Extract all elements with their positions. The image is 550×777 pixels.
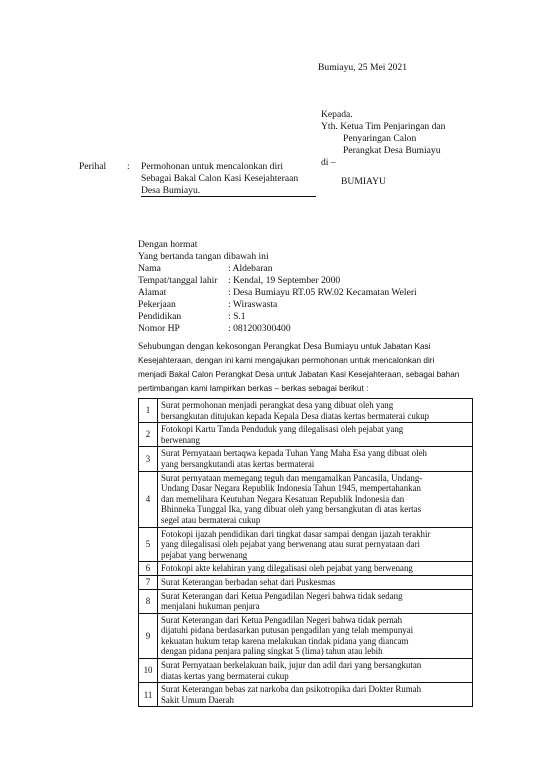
subject-label: Perihal (79, 161, 107, 172)
identity-row-address (138, 287, 478, 299)
identity-label: Tempat/tanggal lahir (138, 275, 218, 286)
body-lead-rest: untuk Jabatan Kasi (358, 342, 431, 351)
body-line: pertimbangan kami lampirkan berkas – berkas sebagai berikut : (138, 384, 369, 393)
row-description (158, 613, 473, 658)
requirements-table-body (139, 399, 473, 707)
table-row (139, 575, 473, 589)
subject-text (141, 161, 298, 197)
identity-value: : Wiraswasta (228, 299, 278, 310)
recipient-line: di – (321, 157, 336, 168)
identity-row-name (138, 263, 478, 275)
body-line (138, 340, 470, 354)
description-line: Fotokopi ijazah pendidikan dari tingkat dasar sampai dengan ijazah terakhir (161, 528, 431, 539)
description-line: Surat Keterangan bebas zat narkoba dan psikotropika dari Dokter Rumah (161, 684, 422, 695)
identity-label: Nama (138, 263, 161, 274)
identity-label: Pendidikan (138, 311, 182, 322)
row-number: 10 (139, 659, 158, 683)
body-line: menjadi Bakal Calon Perangkat Desa untuk Jabatan Kasi Kesejahteraan, sebagai bahan (138, 370, 460, 379)
letter-date: Bumiayu, 25 Mei 2021 (318, 62, 408, 73)
identity-row-occupation (138, 299, 478, 311)
identity-value: : 081200300400 (228, 323, 291, 334)
description-line: berwenang (161, 434, 200, 445)
requirements-table (138, 398, 473, 707)
description-line: Surat Keterangan dari Ketua Pengadilan Negeri bahwa tidak pernah (161, 614, 403, 625)
table-row (139, 399, 473, 423)
row-description (158, 423, 473, 447)
row-description (158, 527, 473, 562)
subject-underline (141, 196, 316, 197)
description-line: Surat permohonan menjadi perangkat desa yang dibuat oleh yang (161, 400, 394, 410)
subject-line: Desa Bumiayu. (141, 185, 201, 196)
description-line: menjalani hukuman penjara (161, 601, 260, 612)
description-line: bersangkutan ditujukan kepada Kepala Desa diatas kertas bermaterai cukup (161, 410, 430, 421)
table-row (139, 471, 473, 527)
identity-value: : Aldebaran (228, 263, 273, 274)
salutation: Dengan hormat (138, 239, 198, 250)
row-description (158, 399, 473, 423)
identity-label: Pekerjaan (138, 299, 176, 310)
description-line: segel atau bermaterai cukup (161, 514, 261, 525)
row-number: 5 (139, 527, 158, 562)
identity-label: Nomor HP (138, 323, 180, 334)
row-number: 3 (139, 447, 158, 471)
table-row (139, 447, 473, 471)
identity-value: : S.1 (228, 311, 246, 322)
description-line: Surat pernyataan memegang teguh dan mengamalkan Pancasila, Undang- (161, 472, 423, 483)
recipient-line: Yth. Ketua Tim Penjaringan dan (321, 121, 446, 132)
row-number: 6 (139, 562, 158, 576)
row-description (158, 589, 473, 613)
table-row (139, 589, 473, 613)
row-number: 7 (139, 575, 158, 589)
greeting (138, 239, 269, 263)
row-description (158, 659, 473, 683)
identity-label: Alamat (138, 287, 167, 298)
description-line: diatas kertas yang bermaterai cukup (161, 670, 289, 681)
table-row (139, 613, 473, 658)
table-row (139, 683, 473, 707)
identity-value: : Kendal, 19 September 2000 (228, 275, 341, 286)
description-line: yang dilegalisasi oleh pejabat yang berwenang atau surat pernyataan dari (161, 539, 420, 550)
recipient-address (321, 109, 445, 169)
identity-value: : Desa Bumiayu RT.05 RW.02 Kecamatan Weleri (228, 287, 417, 298)
body-line: Kesejahteraan, dengan ini kami mengajukan permohonan untuk mencalonkan diri (138, 356, 435, 365)
description-line: Fotokopi Kartu Tanda Penduduk yang dilegalisasi oleh pejabat yang (161, 424, 404, 435)
body-lead: Sehubungan dengan kekosongan Perangkat Desa Bumiayu (138, 342, 359, 352)
row-description (158, 471, 473, 527)
description-line: kekuatan hukum tetap karena melakukan tindak pidana yang diancam (161, 635, 409, 646)
description-line: Surat Keterangan dari Ketua Pengadilan Negeri bahwa tidak sedang (161, 590, 403, 601)
description-line: dijatuhi pidana berdasarkan putusan pengadilan yang telah mempunyai (161, 625, 414, 636)
subject-colon: : (127, 161, 130, 172)
description-line: Surat Pernyataan bertaqwa kepada Tuhan Yang Maha Esa yang dibuat oleh (161, 448, 427, 459)
row-description (158, 562, 473, 576)
recipient-line: Penyaringan Calon (343, 133, 417, 144)
row-number: 8 (139, 589, 158, 613)
recipient-city: BUMIAYU (341, 176, 386, 187)
recipient-line: Kepada. (321, 109, 353, 120)
identity-row-phone (138, 323, 478, 335)
description-line: Bhinneka Tunggal Ika, yang dibuat oleh yang bersangkutan di atas kertas (161, 504, 422, 515)
description-line: Sakit Umum Daerah (161, 694, 234, 705)
description-line: Fotokopi akte kelahiran yang dilegalisasi oleh pejabat yang berwenang (161, 563, 413, 574)
description-line: dengan pidana penjara paling singkat 5 (lima) tahun atau lebih (161, 646, 383, 657)
row-description (158, 575, 473, 589)
subject-line: Permohonan untuk mencalonkan diri (141, 161, 284, 172)
row-description (158, 683, 473, 707)
row-number: 11 (139, 683, 158, 707)
recipient-line: Perangkat Desa Bumiayu (343, 145, 441, 156)
row-number: 9 (139, 613, 158, 658)
description-line: pejabat yang berwenang (161, 549, 248, 560)
description-line: dan memelihara Keutuhan Negara Kesatuan Republik Indonesia dan (161, 493, 405, 504)
row-number: 1 (139, 399, 158, 423)
description-line: Surat Pernyataan berkelakuan baik, jujur dan adil dari yang bersangkutan (161, 660, 422, 671)
description-line: yang bersangkutandi atas kertas bermaterai (161, 458, 315, 469)
table-row (139, 527, 473, 562)
subject-line: Sebagai Bakal Calon Kasi Kesejahteraan (141, 173, 299, 184)
identity-row-birth (138, 275, 478, 287)
intro-line: Yang bertanda tangan dibawah ini (138, 251, 269, 262)
description-line: Undang Dasar Negara Republik Indonesia Tahun 1945, mempertahankan (161, 483, 421, 494)
table-row (139, 562, 473, 576)
row-number: 4 (139, 471, 158, 527)
identity-block (138, 263, 478, 335)
row-number: 2 (139, 423, 158, 447)
body-paragraph (138, 340, 470, 396)
row-description (158, 447, 473, 471)
description-line: Surat Keterangan berbadan sehat dari Puskesmas (161, 576, 336, 587)
identity-row-education (138, 311, 478, 323)
table-row (139, 423, 473, 447)
table-row (139, 659, 473, 683)
